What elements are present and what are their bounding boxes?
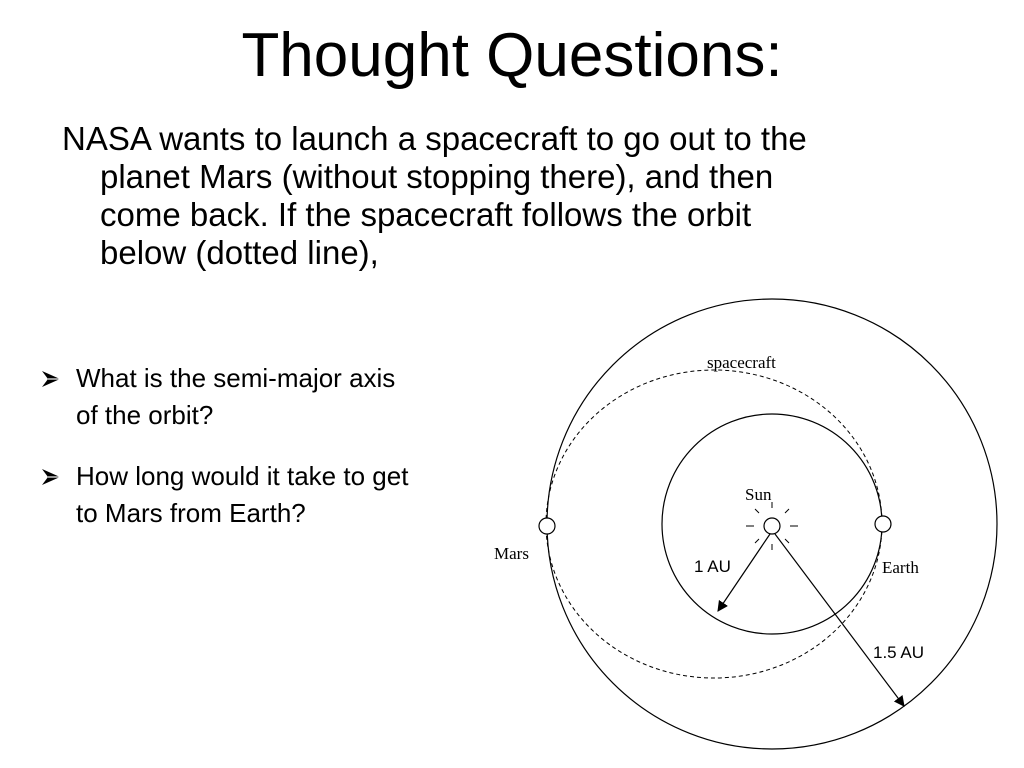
earth-label: Earth <box>882 558 919 577</box>
mars-planet-icon <box>539 518 555 534</box>
question-line: How long would it take to get <box>76 461 409 491</box>
mars-radius-label: 1.5 AU <box>873 643 925 662</box>
earth-radius-label: 1 AU <box>694 557 731 576</box>
earth-planet-icon <box>875 516 891 532</box>
question-line: What is the semi-major axis <box>76 363 396 393</box>
spacecraft-transfer-orbit <box>546 370 882 678</box>
intro-line: below (dotted line), <box>100 234 379 271</box>
mars-label: Mars <box>494 544 529 563</box>
intro-line: come back. If the spacecraft follows the orbit <box>100 196 752 233</box>
intro-line: planet Mars (without stopping there), and then <box>100 158 774 195</box>
sun-label: Sun <box>745 485 772 504</box>
question-line: to Mars from Earth? <box>76 498 306 528</box>
sun-icon <box>746 502 798 550</box>
slide-title: Thought Questions: <box>241 21 783 90</box>
question-line: of the orbit? <box>76 400 214 430</box>
spacecraft-label: spacecraft <box>707 353 776 372</box>
intro-line: NASA wants to launch a spacecraft to go out to the <box>62 120 807 157</box>
